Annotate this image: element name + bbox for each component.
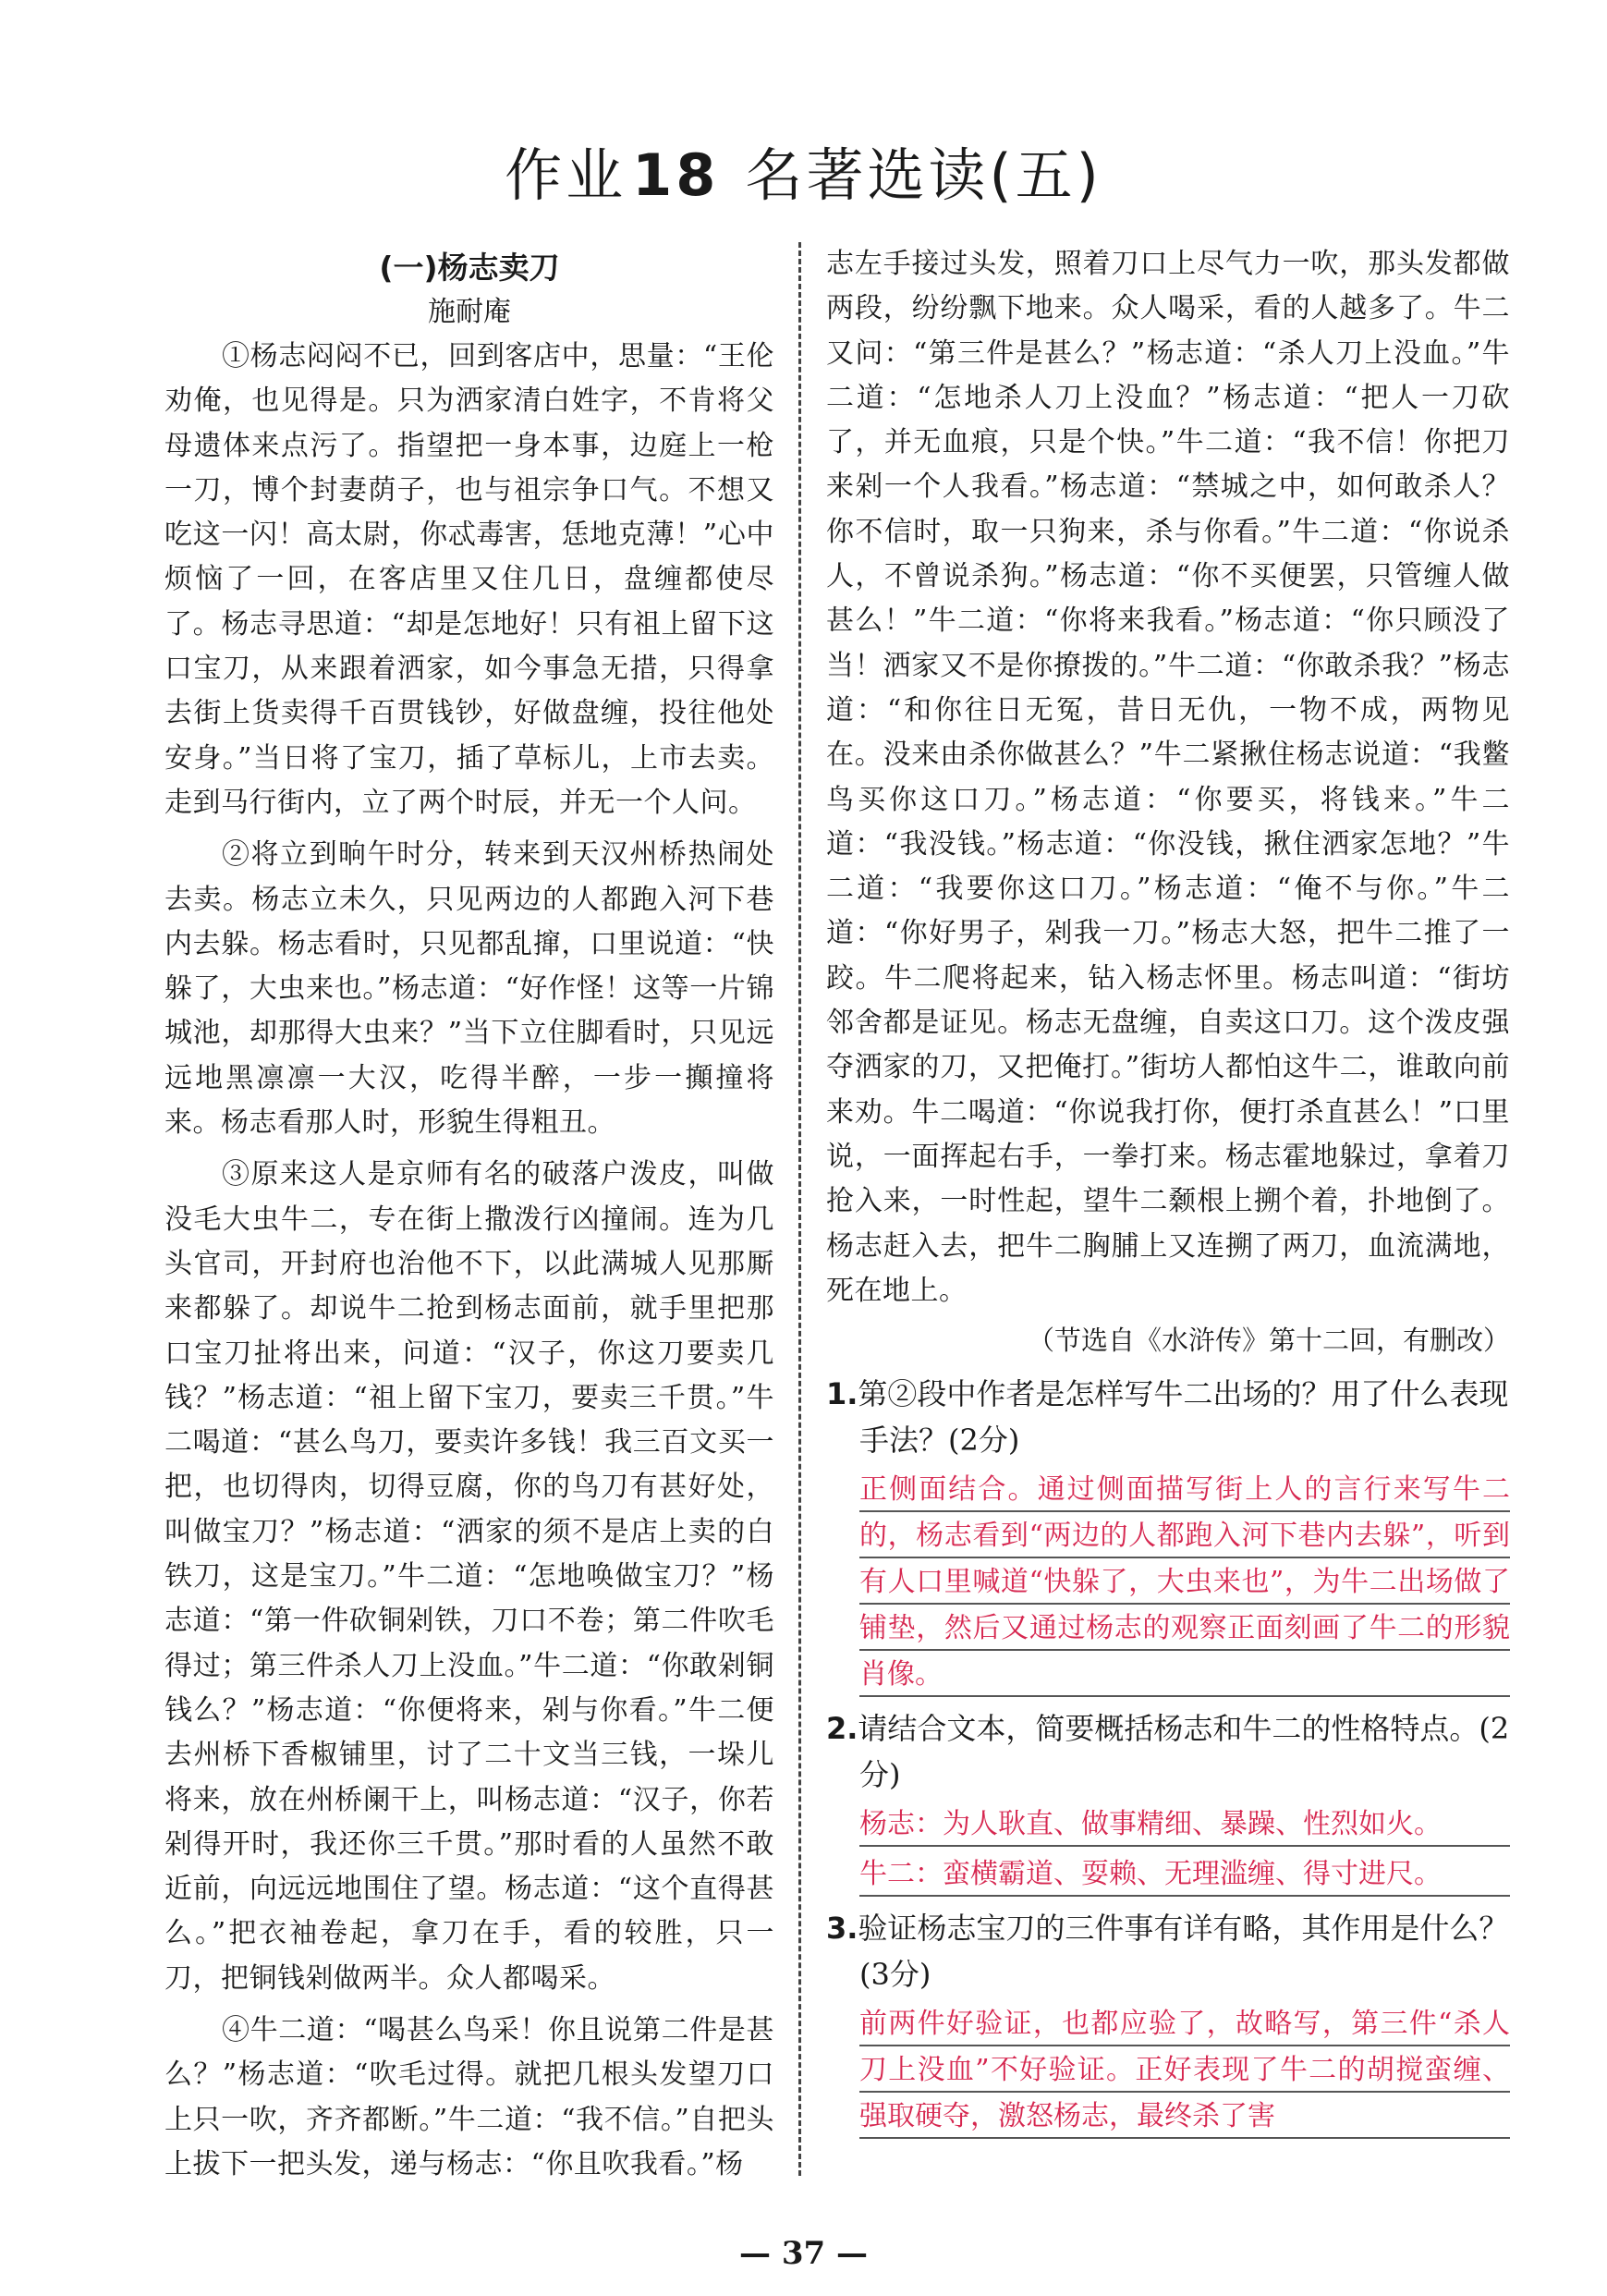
page-title-prefix: 作业 [505, 141, 627, 209]
page-title [0, 129, 1607, 212]
answer-1: 正侧面结合。通过侧面描写街上人的言行来写牛二的，杨志看到“两边的人都跑入河下巷内去躲”，听到有人口里喊道“快躲了，大虫来也”，为牛二出场做了铺垫，然后又通过杨志的观察正面刻画了牛二的形貌肖像。 [859, 1467, 1510, 1698]
question-2-number: 2. [826, 1711, 858, 1747]
answer-2-line-2: 牛二：蛮横霸道、耍赖、无理滥缠、得寸进尺。 [859, 1851, 1510, 1898]
right-column [826, 242, 1510, 2143]
question-3-text: 验证杨志宝刀的三件事有详有略，其作用是什么？(3分) [858, 1911, 1509, 1993]
answer-3: 前两件好验证，也都应验了，故略写，第三件“杀人刀上没血”不好验证。正好表现了牛二的胡搅蛮缠、强取硬夺，激怒杨志，最终杀了害 [859, 2001, 1510, 2140]
question-2-text: 请结合文本，简要概括杨志和牛二的性格特点。(2分) [858, 1711, 1510, 1793]
article-source: （节选自《水浒传》第十二回，有删改） [1027, 1325, 1510, 1357]
page-number: — 37 — [739, 2235, 868, 2272]
question-3-number: 3. [826, 1911, 858, 1947]
paragraph-1: ①杨志闷闷不已，回到客店中，思量：“王伦劝俺，也见得是。只为洒家清白姓字，不肯将父母遗体来点污了。指望把一身本事，边庭上一枪一刀，博个封妻荫子，也与祖宗争口气。不想又吃这一闪！高太尉，你忒毒害，恁地克薄！”心中烦恼了一回，在客店里又住几日，盘缠都使尽了。杨志寻思道：“却是怎地好！只有祖上留下这口宝刀，从来跟着洒家，如今事急无措，只得拿去街上货卖得千百贯钱钞，好做盘缠，投往他处安身。”当日将了宝刀，插了草标儿，上市去卖。走到马行街内，立了两个时辰，并无一个人问。 [164, 340, 774, 819]
column-divider [798, 242, 801, 2176]
article-author: 施耐庵 [428, 296, 511, 328]
answer-2-line-1: 杨志：为人耿直、做事精细、暴躁、性烈如火。 [859, 1801, 1510, 1848]
page-title-topic: 名著选读(五) [745, 141, 1102, 209]
question-1 [826, 1371, 1510, 1463]
question-2 [826, 1705, 1510, 1798]
paragraph-4-continued: 志左手接过头发，照着刀口上尽气力一吹，那头发都做两段，纷纷飘下地来。众人喝采，看的人越多了。牛二又问：“第三件是甚么？”杨志道：“杀人刀上没血。”牛二道：“怎地杀人刀上没血？”杨志道：“把人一刀砍了，并无血痕，只是个快。”牛二道：“我不信！你把刀来剁一个人我看。”杨志道：“禁城之中，如何敢杀人？你不信时，取一只狗来，杀与你看。”牛二道：“你说杀人，不曾说杀狗。”杨志道：“你不买便罢，只管缠人做甚么！”牛二道：“你将来我看。”杨志道：“你只顾没了当！洒家又不是你撩拨的。”牛二道：“你敢杀我？”杨志道：“和你往日无冤，昔日无仇，一物不成，两物见在。没来由杀你做甚么？”牛二紧揪住杨志说道：“我鳖鸟买你这口刀。”杨志道：“你要买，将钱来。”牛二道：“我没钱。”杨志道：“你没钱，揪住洒家怎地？”牛二道：“我要你这口刀。”杨志道：“俺不与你。”牛二道：“你好男子，剁我一刀。”杨志大怒，把牛二推了一跤。牛二爬将起来，钻入杨志怀里。杨志叫道：“街坊邻舍都是证见。杨志无盘缠，自卖这口刀。这个泼皮强夺洒家的刀，又把俺打。”街坊人都怕这牛二，谁敢向前来劝。牛二喝道：“你说我打你，便打杀直甚么！”口里说，一面挥起右手，一拳打来。杨志霍地躲过，拿着刀抢入来，一时性起，望牛二颡根上搠个着，扑地倒了。杨志赶入去，把牛二胸脯上又连搠了两刀，血流满地，死在地上。 [826, 248, 1510, 1307]
article-title: (一)杨志卖刀 [379, 250, 560, 286]
paragraph-3: ③原来这人是京师有名的破落户泼皮，叫做没毛大虫牛二，专在街上撒泼行凶撞闹。连为几头官司，开封府也治他不下，以此满城人见那厮来都躲了。却说牛二抢到杨志面前，就手里把那口宝刀扯将出来，问道：“汉子，你这刀要卖几钱？”杨志道：“祖上留下宝刀，要卖三千贯。”牛二喝道：“甚么鸟刀，要卖许多钱！我三百文买一把，也切得肉，切得豆腐，你的鸟刀有甚好处，叫做宝刀？”杨志道：“洒家的须不是店上卖的白铁刀，这是宝刀。”牛二道：“怎地唤做宝刀？”杨志道：“第一件砍铜剁铁，刀口不卷；第二件吹毛得过；第三件杀人刀上没血。”牛二道：“你敢剁铜钱么？”杨志道：“你便将来，剁与你看。”牛二便去州桥下香椒铺里，讨了二十文当三钱，一垛儿将来，放在州桥阑干上，叫杨志道：“汉子，你若剁得开时，我还你三千贯。”那时看的人虽然不敢近前，向远远地围住了望。杨志道：“这个直得甚么。”把衣袖卷起，拿刀在手，看的较胜，只一刀，把铜钱剁做两半。众人都喝采。 [164, 1158, 774, 1995]
page-title-number: 18 [632, 141, 720, 209]
question-1-number: 1. [826, 1376, 858, 1412]
left-column [164, 242, 774, 2187]
question-3 [826, 1905, 1510, 1997]
question-1-text: 第②段中作者是怎样写牛二出场的？用了什么表现手法？(2分) [858, 1376, 1509, 1459]
paragraph-2: ②将立到晌午时分，转来到天汉州桥热闹处去卖。杨志立未久，只见两边的人都跑入河下巷内去躲。杨志看时，只见都乱撺，口里说道：“快躲了，大虫来也。”杨志道：“好作怪！这等一片锦城池，却那得大虫来？”当下立住脚看时，只见远远地黑凛凛一大汉，吃得半醉，一步一攧撞将来。杨志看那人时，形貌生得粗丑。 [164, 838, 774, 1140]
paragraph-4: ④牛二道：“喝甚么鸟采！你且说第二件是甚么？”杨志道：“吹毛过得。就把几根头发望刀口上只一吹，齐齐都断。”牛二道：“我不信。”自把头上拔下一把头发，递与杨志：“你且吹我看。”杨 [164, 2013, 774, 2180]
